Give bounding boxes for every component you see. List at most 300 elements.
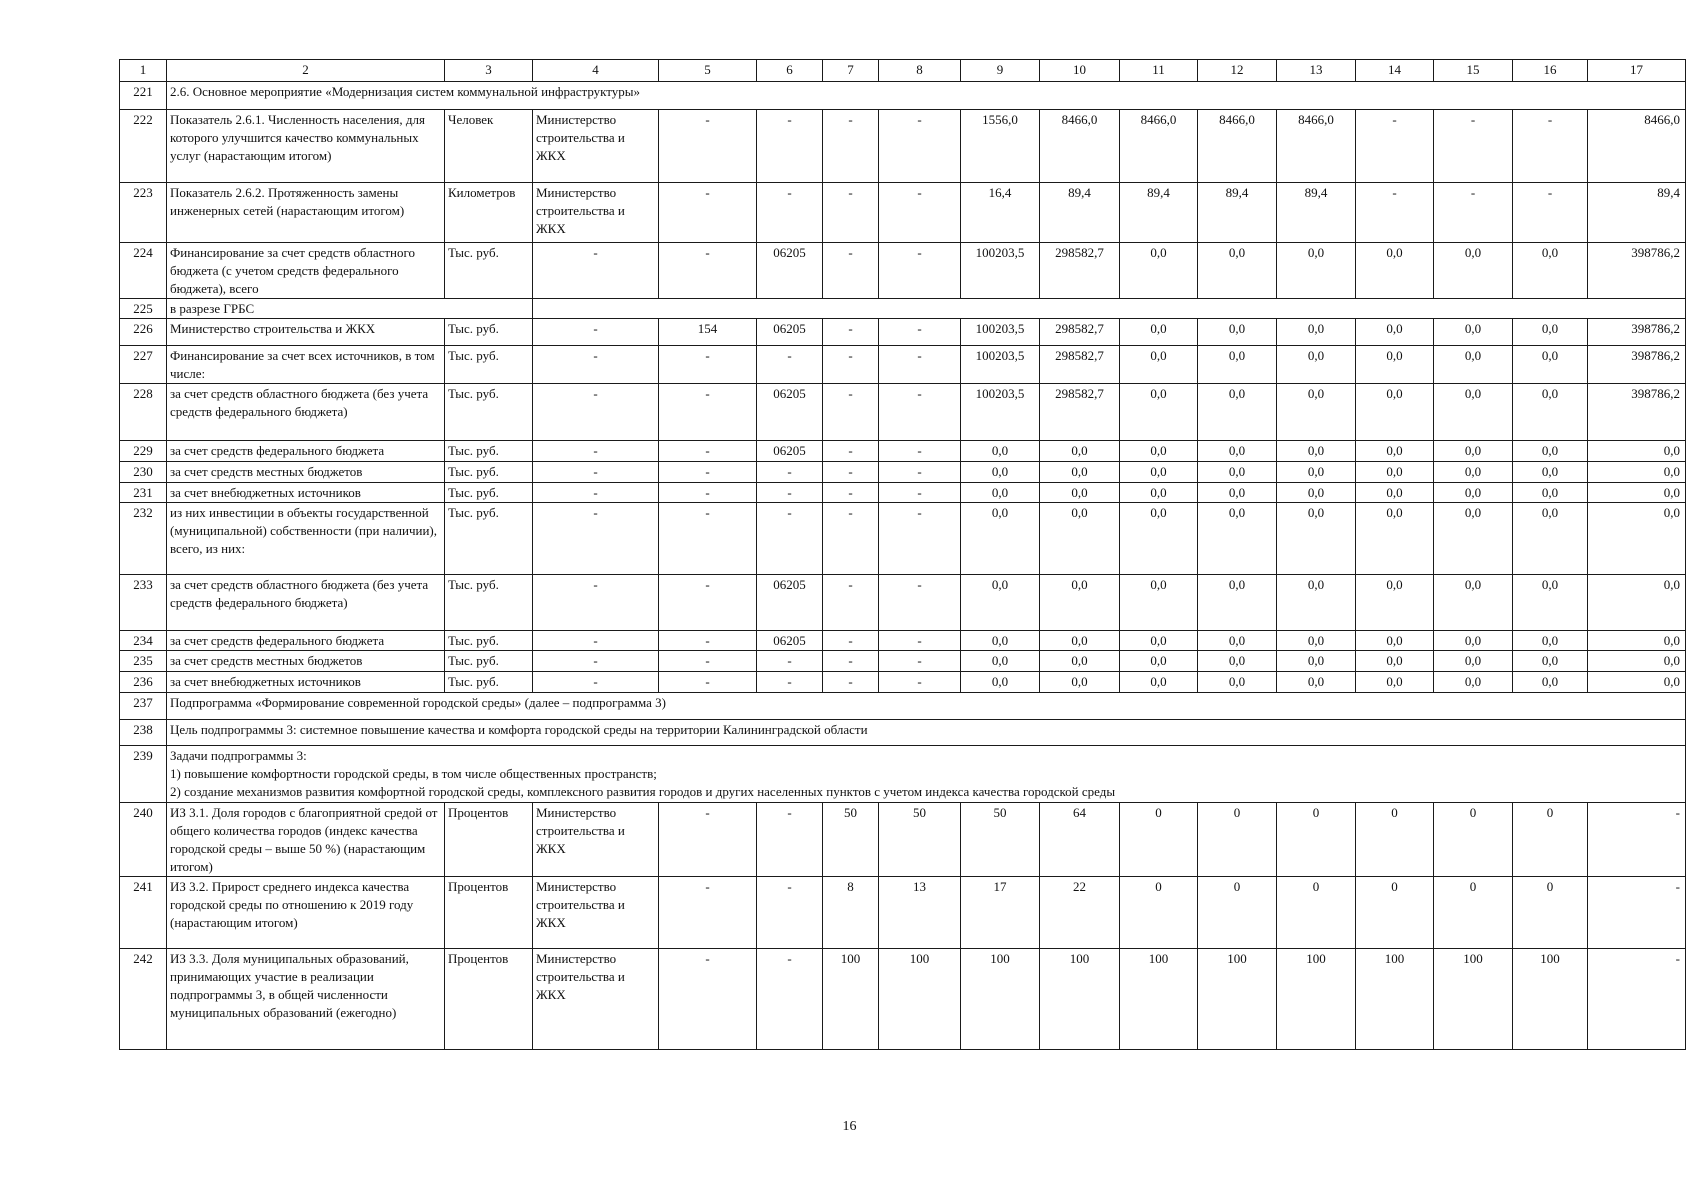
code-cell: - [879,110,961,183]
table-row [120,183,1686,243]
code-cell: - [879,575,961,631]
value-cell: 0,0 [1120,672,1198,693]
responsible-cell: - [533,651,659,672]
value-cell: 0,0 [1434,672,1513,693]
value-cell: 0,0 [1040,631,1120,651]
section-heading-line: 1) повышение комфортности городской среды, в том числе общественных пространств; [170,766,657,781]
page-number: 16 [842,1119,857,1134]
responsible-cell: - [533,631,659,651]
column-header: 1 [120,60,167,82]
value-cell: 0,0 [1434,319,1513,346]
value-cell: 0,0 [961,503,1040,575]
unit-cell: Тыс. руб. [445,243,533,299]
code-cell: - [879,462,961,483]
code-cell: - [757,183,823,243]
responsible-cell: - [533,243,659,299]
value-cell: 0,0 [1434,483,1513,503]
code-cell: - [823,672,879,693]
value-cell: - [1434,183,1513,243]
value-cell: 0,0 [1513,319,1588,346]
code-cell: 06205 [757,319,823,346]
value-cell: 0,0 [1513,384,1588,441]
value-cell: 0,0 [1040,651,1120,672]
value-cell: 0,0 [1040,503,1120,575]
unit-cell: Тыс. руб. [445,503,533,575]
code-cell: - [879,483,961,503]
value-cell: 0,0 [1356,503,1434,575]
code-cell: 100 [823,949,879,1050]
table-body [120,60,1686,1050]
value-cell: 0,0 [961,441,1040,462]
value-cell: 8466,0 [1120,110,1198,183]
total-cell: 0,0 [1588,483,1686,503]
code-cell: - [879,672,961,693]
value-cell: 22 [1040,877,1120,949]
value-cell: 0,0 [1277,575,1356,631]
value-cell: 0,0 [1277,243,1356,299]
value-cell: 0,0 [1277,672,1356,693]
row-number: 234 [120,631,167,651]
code-cell: - [757,877,823,949]
code-cell: - [823,441,879,462]
indicator-name: Финансирование за счет всех источников, в том числе: [167,346,445,384]
value-cell: 0,0 [1120,384,1198,441]
table-row [120,803,1686,877]
value-cell: 0,0 [961,672,1040,693]
value-cell: 100 [1198,949,1277,1050]
code-cell: - [879,243,961,299]
total-cell: 8466,0 [1588,110,1686,183]
responsible-cell: - [533,346,659,384]
unit-cell: Процентов [445,877,533,949]
code-cell: - [879,346,961,384]
code-cell: - [823,384,879,441]
code-cell: - [823,575,879,631]
column-header: 13 [1277,60,1356,82]
code-cell: 100 [879,949,961,1050]
value-cell: 0,0 [1277,441,1356,462]
row-number: 241 [120,877,167,949]
section-heading-line: Цель подпрограммы 3: системное повышение качества и комфорта городской среды на территории Калининградской области [170,722,868,737]
table-row [120,319,1686,346]
value-cell: 0,0 [1434,441,1513,462]
value-cell: 100 [1513,949,1588,1050]
value-cell: 0,0 [1120,441,1198,462]
value-cell: 0,0 [1120,651,1198,672]
value-cell: 0,0 [961,575,1040,631]
value-cell: 8466,0 [1277,110,1356,183]
code-cell: - [659,877,757,949]
value-cell: 0,0 [1356,384,1434,441]
code-cell: - [757,672,823,693]
indicator-name: за счет средств областного бюджета (без учета средств федерального бюджета) [167,384,445,441]
table-row [120,949,1686,1050]
column-header: 8 [879,60,961,82]
value-cell: 100 [961,949,1040,1050]
indicator-name: Показатель 2.6.2. Протяженность замены инженерных сетей (нарастающим итогом) [167,183,445,243]
unit-cell: Тыс. руб. [445,346,533,384]
value-cell: 100 [1277,949,1356,1050]
table-row [120,877,1686,949]
value-cell: 0 [1434,877,1513,949]
code-cell: 8 [823,877,879,949]
row-number: 235 [120,651,167,672]
value-cell: - [1513,110,1588,183]
value-cell: 100 [1120,949,1198,1050]
value-cell: 0,0 [1040,441,1120,462]
row-number: 225 [120,299,167,319]
code-cell: - [757,651,823,672]
code-cell: - [879,503,961,575]
unit-cell: Тыс. руб. [445,483,533,503]
responsible-cell: - [533,319,659,346]
code-cell: - [659,651,757,672]
value-cell: 100203,5 [961,384,1040,441]
value-cell: 8466,0 [1040,110,1120,183]
value-cell: 0,0 [1356,651,1434,672]
responsible-cell: - [533,483,659,503]
indicator-name: Показатель 2.6.1. Численность населения, для которого улучшится качество коммунальных услуг (нарастающим итогом) [167,110,445,183]
total-cell: 89,4 [1588,183,1686,243]
value-cell: 0,0 [1434,243,1513,299]
value-cell: 0,0 [1277,384,1356,441]
value-cell: 0 [1513,803,1588,877]
value-cell: 0,0 [1513,462,1588,483]
responsible-cell: - [533,672,659,693]
value-cell: 0,0 [1120,243,1198,299]
table-row [120,575,1686,631]
code-cell: - [823,503,879,575]
value-cell: 0,0 [961,631,1040,651]
section-heading [167,720,1686,746]
empty-cell [533,299,1686,319]
indicator-name: ИЗ 3.3. Доля муниципальных образований, принимающих участие в реализации подпрограммы 3, в общей численности муниципальных образований (ежегодно) [167,949,445,1050]
table-row [120,672,1686,693]
total-cell: - [1588,803,1686,877]
unit-cell: Тыс. руб. [445,672,533,693]
code-cell: 50 [879,803,961,877]
value-cell: 0,0 [1513,346,1588,384]
value-cell: 0,0 [1120,462,1198,483]
code-cell: - [879,441,961,462]
responsible-cell: Министерство строительства и ЖКХ [533,110,659,183]
column-header: 16 [1513,60,1588,82]
code-cell: - [879,319,961,346]
value-cell: 0,0 [1434,346,1513,384]
row-number: 230 [120,462,167,483]
value-cell: 0,0 [1434,575,1513,631]
value-cell: 0,0 [1198,575,1277,631]
value-cell: 0 [1513,877,1588,949]
total-cell: 0,0 [1588,575,1686,631]
total-cell: 0,0 [1588,441,1686,462]
value-cell: 0 [1120,877,1198,949]
value-cell: 0,0 [1040,462,1120,483]
row-number: 242 [120,949,167,1050]
total-cell: 398786,2 [1588,384,1686,441]
total-cell: 0,0 [1588,462,1686,483]
indicator-name: за счет средств областного бюджета (без учета средств федерального бюджета) [167,575,445,631]
section-heading [167,299,533,319]
value-cell: 0,0 [1120,319,1198,346]
unit-cell: Процентов [445,949,533,1050]
value-cell: 0,0 [1120,575,1198,631]
table-row [120,441,1686,462]
value-cell: 0,0 [1040,672,1120,693]
section-heading-line: в разрезе ГРБС [170,301,255,316]
indicator-name: из них инвестиции в объекты государственной (муниципальной) собственности (при наличии), всего, из них: [167,503,445,575]
value-cell: 0,0 [1120,483,1198,503]
unit-cell: Тыс. руб. [445,441,533,462]
value-cell: 0,0 [1356,319,1434,346]
value-cell: 0 [1120,803,1198,877]
value-cell: 0,0 [1198,462,1277,483]
section-heading-line: Задачи подпрограммы 3: [170,748,307,763]
row-number: 229 [120,441,167,462]
code-cell: - [659,441,757,462]
column-header: 9 [961,60,1040,82]
value-cell: 0 [1198,803,1277,877]
table-row [120,110,1686,183]
value-cell: 0,0 [1513,243,1588,299]
column-header: 6 [757,60,823,82]
code-cell: - [757,110,823,183]
value-cell: 100203,5 [961,243,1040,299]
code-cell: 06205 [757,441,823,462]
table-row [120,82,1686,110]
code-cell: - [823,346,879,384]
code-cell: - [879,651,961,672]
unit-cell: Человек [445,110,533,183]
value-cell: 100 [1040,949,1120,1050]
value-cell: 100 [1434,949,1513,1050]
table-row [120,720,1686,746]
table-row [120,693,1686,720]
code-cell: - [823,631,879,651]
code-cell: - [757,462,823,483]
total-cell: 0,0 [1588,503,1686,575]
program-table [119,59,1686,1050]
value-cell: 0 [1356,877,1434,949]
responsible-cell: - [533,575,659,631]
value-cell: 0 [1434,803,1513,877]
column-header: 3 [445,60,533,82]
value-cell: - [1434,110,1513,183]
code-cell: 50 [823,803,879,877]
indicator-name: Финансирование за счет средств областного бюджета (с учетом средств федерального бюджета), всего [167,243,445,299]
value-cell: 0,0 [1277,319,1356,346]
code-cell: 06205 [757,243,823,299]
value-cell: 0,0 [1356,631,1434,651]
section-heading-line: Подпрограмма «Формирование современной городской среды» (далее – подпрограмма 3) [170,695,666,710]
total-cell: - [1588,877,1686,949]
responsible-cell: Министерство строительства и ЖКХ [533,803,659,877]
code-cell: 06205 [757,575,823,631]
value-cell: 0,0 [1434,631,1513,651]
value-cell: 50 [961,803,1040,877]
row-number: 240 [120,803,167,877]
value-cell: 0,0 [1513,483,1588,503]
indicator-name: Министерство строительства и ЖКХ [167,319,445,346]
value-cell: 0,0 [1434,651,1513,672]
indicator-name: за счет средств местных бюджетов [167,651,445,672]
code-cell: - [823,110,879,183]
indicator-name: за счет средств федерального бюджета [167,631,445,651]
responsible-cell: - [533,441,659,462]
value-cell: 100 [1356,949,1434,1050]
column-header: 10 [1040,60,1120,82]
code-cell: - [879,384,961,441]
section-heading-line: 2) создание механизмов развития комфортной городской среды, комплексного развития городов и других населенных пунктов с учетом индекса качества городской среды [170,784,1116,799]
code-cell: - [659,949,757,1050]
code-cell: - [823,651,879,672]
code-cell: - [659,183,757,243]
total-cell: - [1588,949,1686,1050]
code-cell: - [659,462,757,483]
value-cell: 0,0 [1120,503,1198,575]
value-cell: 0,0 [1198,503,1277,575]
total-cell: 0,0 [1588,631,1686,651]
code-cell: - [879,631,961,651]
section-heading-line: 2.6. Основное мероприятие «Модернизация систем коммунальной инфраструктуры» [170,84,641,99]
table-row [120,243,1686,299]
value-cell: 89,4 [1198,183,1277,243]
code-cell: 06205 [757,631,823,651]
row-number: 223 [120,183,167,243]
column-header: 17 [1588,60,1686,82]
code-cell: - [659,483,757,503]
column-header: 7 [823,60,879,82]
code-cell: - [757,803,823,877]
total-cell: 398786,2 [1588,319,1686,346]
value-cell: 0,0 [1356,672,1434,693]
value-cell: 0,0 [1120,631,1198,651]
value-cell: 89,4 [1120,183,1198,243]
value-cell: 64 [1040,803,1120,877]
row-number: 239 [120,746,167,803]
code-cell: - [757,949,823,1050]
value-cell: 0,0 [1434,503,1513,575]
column-header: 12 [1198,60,1277,82]
total-cell: 398786,2 [1588,243,1686,299]
value-cell: 0,0 [961,462,1040,483]
column-header: 14 [1356,60,1434,82]
row-number: 238 [120,720,167,746]
column-header: 15 [1434,60,1513,82]
row-number: 233 [120,575,167,631]
indicator-name: за счет внебюджетных источников [167,672,445,693]
code-cell: - [823,319,879,346]
row-number: 231 [120,483,167,503]
section-heading [167,746,1686,803]
value-cell: 0,0 [1198,483,1277,503]
value-cell: 0,0 [1198,651,1277,672]
indicator-name: ИЗ 3.2. Прирост среднего индекса качества городской среды по отношению к 2019 году (нарастающим итогом) [167,877,445,949]
code-cell: 154 [659,319,757,346]
responsible-cell: Министерство строительства и ЖКХ [533,183,659,243]
column-header: 5 [659,60,757,82]
table-row [120,631,1686,651]
row-number: 224 [120,243,167,299]
value-cell: 0,0 [1513,575,1588,631]
value-cell: 16,4 [961,183,1040,243]
code-cell: - [823,462,879,483]
value-cell: 100203,5 [961,319,1040,346]
unit-cell: Тыс. руб. [445,319,533,346]
unit-cell: Тыс. руб. [445,462,533,483]
code-cell: - [823,243,879,299]
column-header: 11 [1120,60,1198,82]
value-cell: 0,0 [1277,651,1356,672]
value-cell: 0,0 [1356,462,1434,483]
value-cell: 0,0 [1434,462,1513,483]
value-cell: 0,0 [1513,631,1588,651]
column-header: 4 [533,60,659,82]
total-cell: 398786,2 [1588,346,1686,384]
indicator-name: за счет средств федерального бюджета [167,441,445,462]
value-cell: 0,0 [1356,243,1434,299]
code-cell: - [659,672,757,693]
code-cell: - [659,503,757,575]
value-cell: 0,0 [1040,575,1120,631]
unit-cell: Километров [445,183,533,243]
row-number: 228 [120,384,167,441]
value-cell: 0,0 [1198,441,1277,462]
table-row [120,346,1686,384]
value-cell: 0,0 [1434,384,1513,441]
value-cell: - [1356,183,1434,243]
header-row [120,60,1686,82]
value-cell: 0,0 [1277,483,1356,503]
code-cell: - [659,110,757,183]
section-heading [167,693,1686,720]
unit-cell: Тыс. руб. [445,651,533,672]
indicator-name: за счет средств местных бюджетов [167,462,445,483]
value-cell: 0,0 [1198,346,1277,384]
column-header: 2 [167,60,445,82]
value-cell: 298582,7 [1040,384,1120,441]
responsible-cell: Министерство строительства и ЖКХ [533,949,659,1050]
table-row [120,651,1686,672]
responsible-cell: - [533,384,659,441]
row-number: 226 [120,319,167,346]
value-cell: 298582,7 [1040,346,1120,384]
value-cell: 0,0 [1277,462,1356,483]
table-row [120,384,1686,441]
value-cell: 0,0 [1513,672,1588,693]
value-cell: 0,0 [1513,503,1588,575]
value-cell: 1556,0 [961,110,1040,183]
table-row [120,503,1686,575]
code-cell: 06205 [757,384,823,441]
value-cell: 8466,0 [1198,110,1277,183]
value-cell: 0,0 [1277,631,1356,651]
value-cell: 0,0 [1277,503,1356,575]
value-cell: - [1356,110,1434,183]
value-cell: 0,0 [1356,346,1434,384]
code-cell: - [659,243,757,299]
code-cell: - [879,183,961,243]
value-cell: 0,0 [1277,346,1356,384]
value-cell: 0,0 [1356,483,1434,503]
value-cell: 0,0 [1513,651,1588,672]
row-number: 237 [120,693,167,720]
value-cell: - [1513,183,1588,243]
code-cell: - [757,483,823,503]
code-cell: - [757,346,823,384]
responsible-cell: - [533,462,659,483]
table-row [120,299,1686,319]
